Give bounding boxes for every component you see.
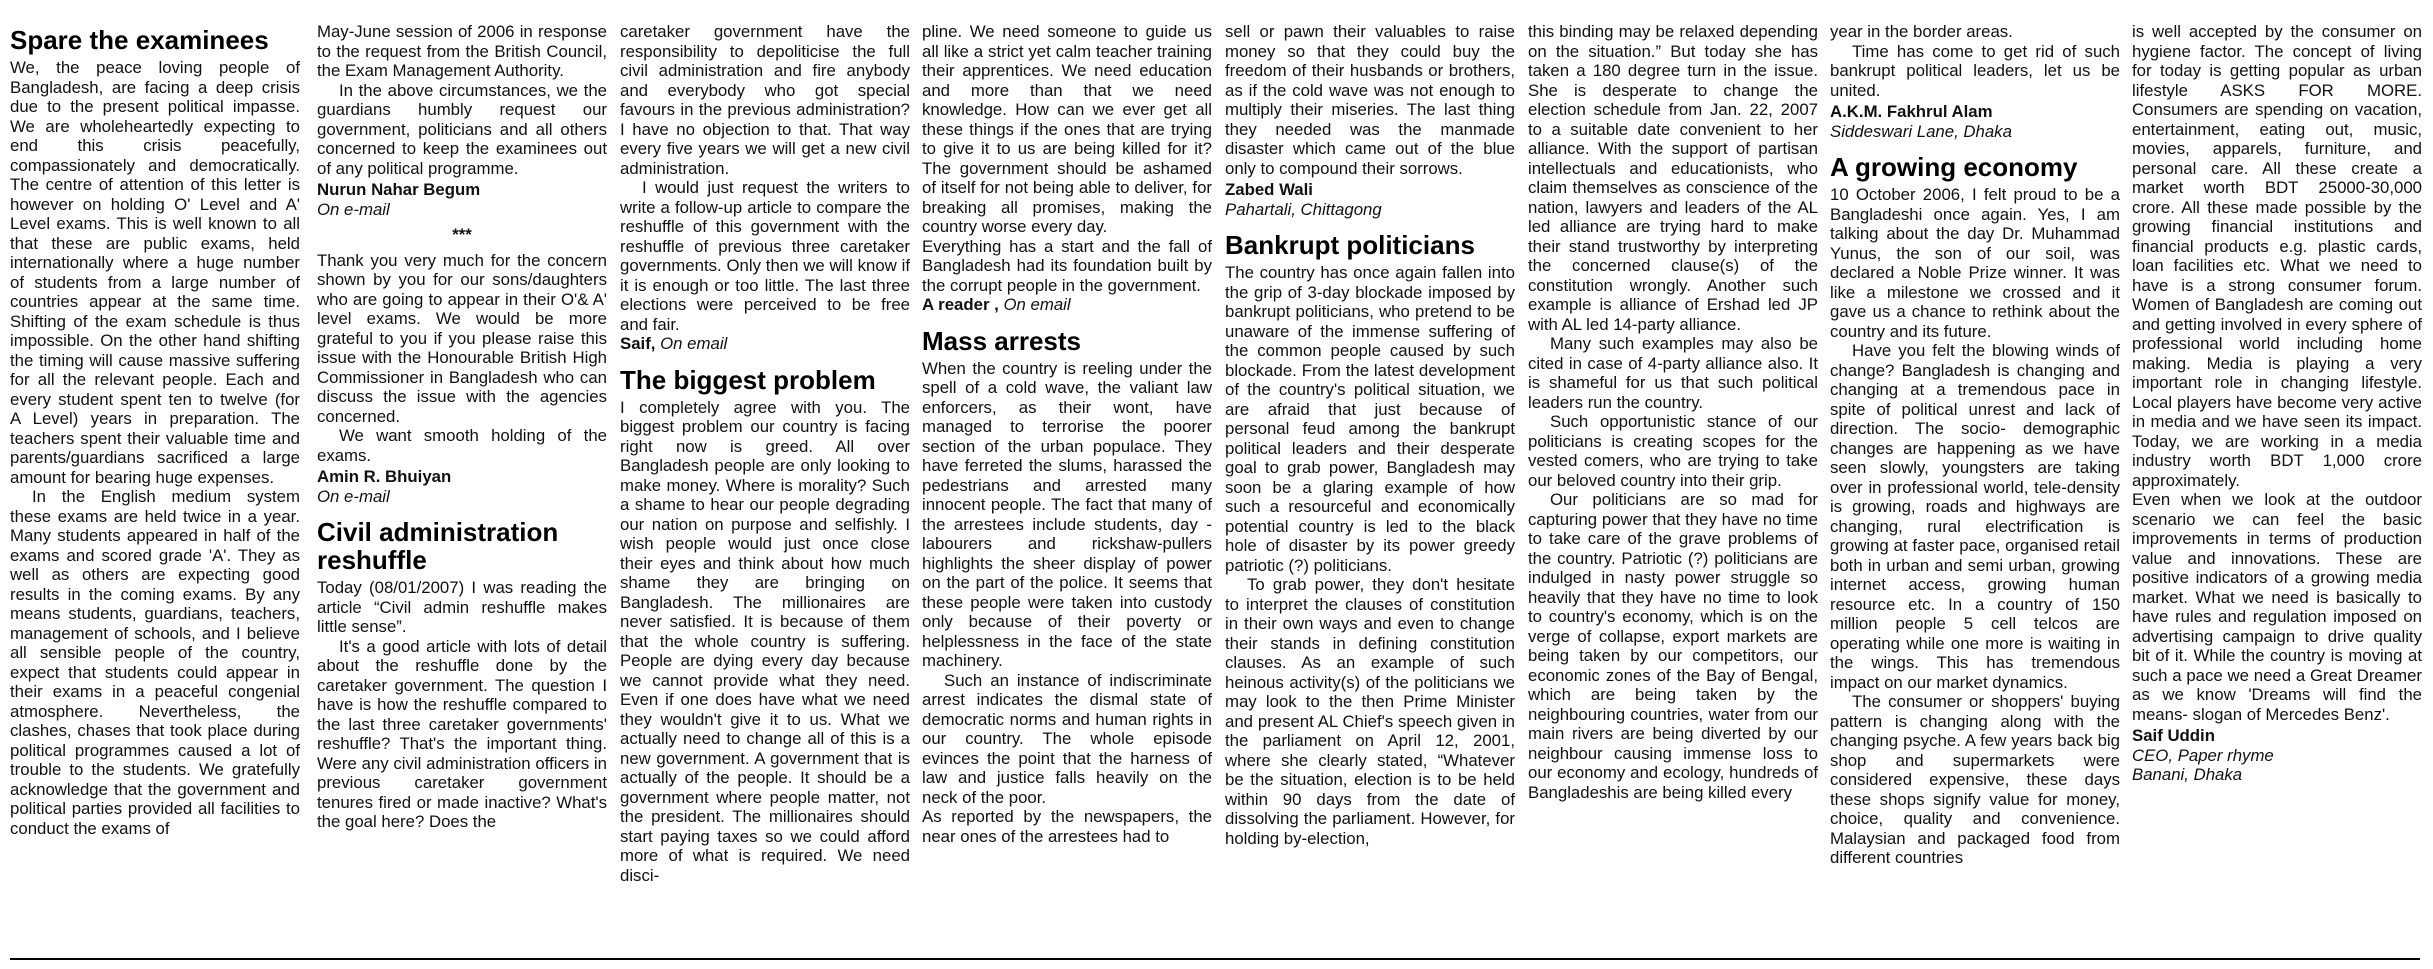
headline-civil-administration-reshuffle: Civil administration reshuffle [317,517,559,575]
letter-paragraph: year in the border areas. [1830,22,2013,41]
author-location: Pahartali, Chittagong [1225,199,1382,219]
letter-paragraph: Such opportunistic stance of our politicians is creating scopes for the vested comers, who are trying to take our beloved country into their grip. [1528,412,1818,490]
letter-paragraph: In the above circumstances, we the guardians humbly request our government, politicians and all others concerned to keep the examinees out of any political programme. [317,80,607,178]
letter-paragraph: sell or pawn their valuables to raise money so that they could buy the freedom of their husbands or brothers, as if the cold wave was not enough to multiply their miseries. The last thing they needed was the manmade disaster which came out of the blue only to compound their sorrows. [1225,22,1515,178]
letter-paragraph: We want smooth holding of the exams. [317,426,607,465]
letter-paragraph: When the country is reeling under the spell of a cold wave, the valiant law enforcers, as their wont, have managed to terrorise the poorer section of the urban populace. They have ferreted the slums, harassed the pedestrians and arrested many innocent people. The fact that many of the arrestees include students, day -labourers and rickshaw-pullers highlights the sheer display of power on the part of the police. It seems that these people were taken into custody only because of their poverty or helplessness in the face of the state machinery. [922,358,1212,670]
letter-paragraph: We, the peace loving people of Bangladesh, are facing a deep crisis due to the present political impasse. We are wholeheartedly expecting to end this crisis peacefully, compassionately and democratically. The centre of attention of this letter is however on holding O' Level and A' Level exams. This is well known to all that these are public exams, held internationally where a huge number of students from a large number of countries appear at the same time. Shifting of the exam schedule is thus impossible. On the other hand shifting the timing will cause massive suffering for all the relevant people. Each and every student spent ten to twelve (for A Level) years in preparation. The teachers spent their valuable time and parents/guardians sacrificed a large amount for bearing huge expenses. [10,58,300,487]
column-2 [317,22,607,957]
author-location: On email [660,334,728,353]
author-name: Zabed Wali [1225,180,1313,199]
letter-paragraph: is well accepted by the consumer on hygiene factor. The concept of living for today is getting popular as urban lifestyle ASKS FOR MORE. Consumers are spending on vacation, entertainment, eating out, music, movies, apparels, furniture, and personal care. All these create a market worth BDT 25000-30,000 crore. All these made possible by the growing financial institutions and financial products e.g. plastic cards, loan facilities etc. What we need to have is a strong consumer forum. Women of Bangladesh are coming out and getting involved in every sphere of professional world including home making. Media is playing a very important role in changing lifestyle. Local players have become very active in media and we have seen its impact. Today, we are working in a media industry worth BDT 1,000 crore approximately. [2132,22,2422,490]
author-name: Nurun Nahar Begum [317,180,481,199]
letter-paragraph: 10 October 2006, I felt proud to be a Bangladeshi once again. Yes, I am talking about the day Dr. Muhammad Yunus, the son of our soil, was declared a Noble Prize winner. It was like a milestone we crossed and it gave us a chance to rethink about the country and its future. [1830,185,2120,341]
letter-paragraph: The consumer or shoppers' buying pattern is changing along with the changing psyche. A few years back big shop and supermarkets were considered expensive, these days these shops signify value for money, choice, quality and convenience. Malaysian and packaged food from different countries [1830,692,2120,867]
letter-paragraph: Thank you very much for the concern shown by you for our sons/daughters who are going to appear in their O'& A' level exams. We would be more grateful to you if you please raise this issue with the Honourable British High Commissioner in Bangladesh who can discuss the issue with the agencies concerned. [317,250,607,426]
bottom-rule [10,958,2420,960]
letter-paragraph: To grab power, they don't hesitate to interpret the clauses of constitution in their own ways and even to change their stands in defining constitution clauses. As an example of such heinous activity(s) of the politicians we may look to the then Prime Minister and present AL Chief's speech given in the parliament on April 12, 2001, where she clearly stated, “Whatever be the situation, election is to be held within 90 days from the date of dissolving the parliament. However, for holding by-election, [1225,575,1515,848]
author-location: On e-mail [317,199,390,219]
letter-paragraph: It's a good article with lots of detail about the reshuffle done by the caretaker government. The question I have is how the reshuffle compared to the last three caretaker governments' reshuffle? That's the important thing. Were any civil administration officers in previous caretaker government tenures fired or made inactive? What's the goal here? Does the [317,636,607,831]
column-4 [922,22,1212,957]
headline-a-growing-economy: A growing economy [1830,152,2078,182]
letter-paragraph: Many such examples may also be cited in case of 4-party alliance also. It is shameful for us that such political leaders run the country. [1528,334,1818,412]
letter-paragraph: May-June session of 2006 in response to the request from the British Council, the Exam Management Authority. [317,22,607,80]
headline-the-biggest-problem: The biggest problem [620,364,876,395]
letter-paragraph: Time has come to get rid of such bankrupt political leaders, let us be united. [1830,41,2120,100]
headline-bankrupt-politicians: Bankrupt politicians [1225,230,1475,260]
letter-paragraph: The country has once again fallen into the grip of 3-day blockade imposed by bankrupt politicians, who pretend to be unaware of the immense suffering of the common people caused by such blockade. From the latest development of the country's political situation, we are afraid that just because of personal feud among the bankrupt political leaders and their desperate goal to grab power, Bangladesh may soon be a glaring example of how such a resourceful and economically potential country is led to the black hole of disaster by its power greedy patriotic (?) politicians. [1225,263,1515,575]
signature-line [922,295,1212,315]
letter-paragraph: Such an instance of indiscriminate arrest indicates the dismal state of democratic norms and human rights in our country. The whole episode evinces the point that the harness of law and justice falls heavily on the neck of the poor. [922,670,1212,807]
author-title: CEO, Paper rhyme [2132,745,2274,765]
letter-paragraph: pline. We need someone to guide us all like a strict yet calm teacher training their apprentices. We need education and more than that we need knowledge. How can we ever get all these things if the ones that are trying to give it to us are being killed for it? The government should be ashamed of itself for not being able to deliver, for breaking all promises, making the country worse every day. [922,22,1212,236]
author-location: Banani, Dhaka [2132,765,2243,784]
author-name: Amin R. Bhuiyan [317,467,452,486]
author-location: On email [1003,295,1071,314]
letter-paragraph: In the English medium system these exams are held twice in a year. Many students appeared in half of the exams and scored grade 'A'. They as well as others are expecting good results in the coming exams. By any means students, guardians, teachers, management of schools, and I believe all sensible people of the country, expect that students could appear in their exams in a peaceful congenial atmosphere. Nevertheless, the clashes, chases that took place during political programmes caused a lot of trouble to the students. We gratefully acknowledge that the government and political parties provided all facilities to conduct the exams of [10,487,300,838]
column-8 [2132,22,2422,957]
author-location: Siddeswari Lane, Dhaka [1830,121,2012,141]
letter-paragraph: I completely agree with you. The biggest problem our country is facing right now is greed. All over Bangladesh people are only looking to make money. Where is morality? Such a shame to hear our people degrading our nation on purpose and selfishly. I wish people would just once close their eyes and think about how much shame they are bringing on Bangladesh. The millionaires are never satisfied. It is because of them that the whole country is suffering. People are dying every day because we cannot provide what they need. Even if one does have what we need they wouldn't give it to us. What we actually need to change all of this is a new government. A government that is actually of the people. It should be a government where people matter, not the president. The millionaires should start paying taxes so we could afford more of what is required. We need disci- [620,397,910,885]
letter-paragraph: Have you felt the blowing winds of change? Bangladesh is changing and changing at a tremendous pace in spite of political unrest and lack of direction. The socio- demographic changes are happening as we have seen slowly, youngsters are taking over in professional world, tele-density is growing, roads and highways are changing, rural electrification is growing at faster pace, organised retail both in urban and semi urban, growing internet access, growing human resource etc. In a country of 150 million people 5 cell telcos are operating while one more is waiting in the wings. This has tremendous impact on our market dynamics. [1830,341,2120,692]
letter-paragraph: Everything has a start and the fall of Bangladesh had its foundation built by the corrupt people in the government. [922,236,1212,295]
letter-paragraph: Even when we look at the outdoor scenario we can feel the basic improvements in terms of production value and innovations. These are positive indicators of a growing media market. What we need is basically to have rules and regulation imposed on advertising campaign to drive quality bit of it. While the country is moving at such a pace we need a Great Dreamer as we know 'Dreams will find the means- slogan of Mercedes Benz'. [2132,490,2422,724]
newspaper-page [10,22,2430,962]
letter-paragraph: As reported by the newspapers, the near ones of the arrestees had to [922,807,1212,846]
headline-spare-the-examinees: Spare the examinees [10,25,269,55]
column-6 [1528,22,1818,957]
separator-stars: *** [452,225,472,244]
letter-paragraph: I would just request the writers to write a follow-up article to compare the reshuffle of this government with the reshuffle of previous three caretaker governments. Only then we will know if it is enough or too little. The last three elections were perceived to be free and fair. [620,178,910,334]
author-name: A.K.M. Fakhrul Alam [1830,102,1993,121]
column-3 [620,22,910,957]
author-location: On e-mail [317,486,390,506]
letter-paragraph: caretaker government have the responsibility to depoliticise the full civil administration and fire anybody and everybody who got special favours in the previous administration? I have no objection to that. That way every five years we will get a new civil administration. [620,22,910,178]
column-1 [10,22,300,957]
author-name: A reader , [922,295,999,314]
letter-paragraph: Today (08/01/2007) I was reading the article “Civil admin reshuffle makes little sense”. [317,578,607,636]
letter-paragraph: this binding may be relaxed depending on the situation.” But today she has taken a 180 degree turn in the issue. She is desperate to change the election schedule from Jan. 22, 2007 to a suitable date convenient to her alliance. With the support of partisan intellectuals and educationists, who claim themselves as conscience of the nation, lawyers and leaders of the AL led alliance are trying hard to make their stand trustworthy by interpreting the concerned clause(s) of the constitution wrongly. Another such example is alliance of Ershad led JP with AL led 14-party alliance. [1528,22,1818,334]
signature-line [620,334,910,354]
column-5 [1225,22,1515,957]
letter-paragraph: Our politicians are so mad for capturing power that they have no time to take care of the grave problems of the country. Patriotic (?) politicians are indulged in nasty power struggle so heavily that they have no time to look to country's economy, which is on the verge of collapse, export markets are being taken by our competitors, our economic zones of the Bay of Bengal, which are being taken by the neighbouring countries, water from our main rivers are being diverted by our neighbour causing immense loss to our economy and ecology, hundreds of Bangladeshis are being killed every [1528,490,1818,802]
author-name: Saif, [620,334,656,353]
author-name: Saif Uddin [2132,726,2215,745]
column-7 [1830,22,2120,957]
headline-mass-arrests: Mass arrests [922,325,1081,356]
